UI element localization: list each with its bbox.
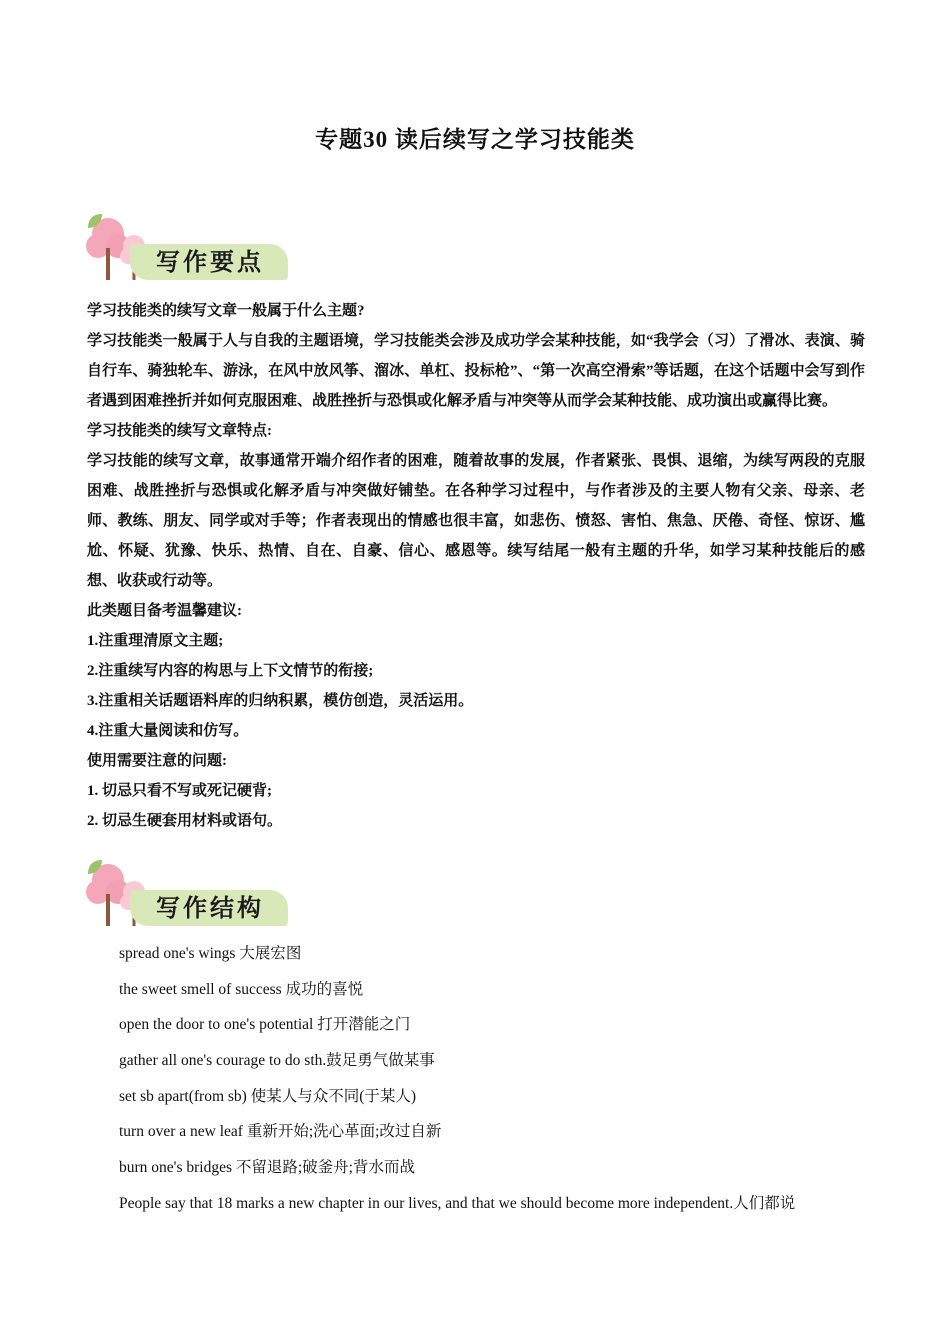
leaf-icon	[86, 858, 104, 876]
paragraph: 学习技能类的续写文章特点:	[87, 423, 272, 439]
phrase-item: burn one's bridges 不留退路;破釜舟;背水而战	[119, 1159, 415, 1177]
page-title: 专题30 读后续写之学习技能类	[315, 127, 635, 152]
leaf-icon	[86, 212, 104, 230]
phrase-item: open the door to one's potential 打开潜能之门	[119, 1016, 411, 1034]
phrase-list	[119, 940, 879, 1226]
writing-points-body	[87, 296, 865, 836]
phrase-item: turn over a new leaf 重新开始;洗心革面;改过自新	[119, 1123, 442, 1141]
phrase-item: People say that 18 marks a new chapter in our lives, and that we should become more independent.人们都说	[119, 1194, 796, 1212]
paragraph: 学习技能的续写文章，故事通常开端介绍作者的困难，随着故事的发展，作者紧张、畏惧、退缩，为续写两段的克服困难、战胜挫折与恐惧或化解矛盾与冲突做好铺垫。在各种学习过程中，与作者涉及的主要人物有父亲、母亲、老师、教练、朋友、同学或对手等；作者表现出的情感也很丰富，如悲伤、愤怒、害怕、焦急、厌倦、奇怪、惊讶、尴尬、怀疑、犹豫、快乐、热情、自在、自豪、信心、感恩等。续写结尾一般有主题的升华，如学习某种技能后的感想、收获或行动等。	[87, 453, 865, 589]
phrase-item: gather all one's courage to do sth.鼓足勇气做某事	[119, 1052, 435, 1070]
paragraph: 使用需要注意的问题:	[87, 753, 227, 769]
section-header-writing-points	[86, 212, 296, 284]
paragraph: 学习技能类一般属于人与自我的主题语境，学习技能类会涉及成功学会某种技能，如“我学会（习）了滑冰、表演、骑自行车、骑独轮车、游泳，在风中放风筝、溜冰、单杠、投标枪”、“第一次高空滑索”等话题，在这个话题中会写到作者遇到困难挫折并如何克服困难、战胜挫折与恐惧或化解矛盾与冲突等从而学会某种技能、成功演出或赢得比赛。	[87, 333, 865, 409]
list-item: 3.注重相关话题语料库的归纳积累，模仿创造，灵活运用。	[87, 693, 474, 709]
section-heading: 写作要点	[156, 248, 264, 276]
section-heading: 写作结构	[156, 894, 264, 922]
list-item: 1.注重理清原文主题;	[87, 633, 224, 649]
list-item: 2.注重续写内容的构思与上下文情节的衔接;	[87, 663, 374, 679]
list-item: 1. 切忌只看不写或死记硬背;	[87, 783, 272, 799]
phrase-item: set sb apart(from sb) 使某人与众不同(于某人)	[119, 1087, 417, 1105]
paragraph: 学习技能类的续写文章一般属于什么主题?	[87, 303, 365, 319]
paragraph: 此类题目备考温馨建议:	[87, 603, 242, 619]
phrase-item: spread one's wings 大展宏图	[119, 945, 302, 962]
list-item: 4.注重大量阅读和仿写。	[87, 723, 249, 739]
section-header-writing-structure	[86, 858, 296, 930]
phrase-item: the sweet smell of success 成功的喜悦	[119, 980, 364, 998]
list-item: 2. 切忌生硬套用材料或语句。	[87, 813, 283, 829]
